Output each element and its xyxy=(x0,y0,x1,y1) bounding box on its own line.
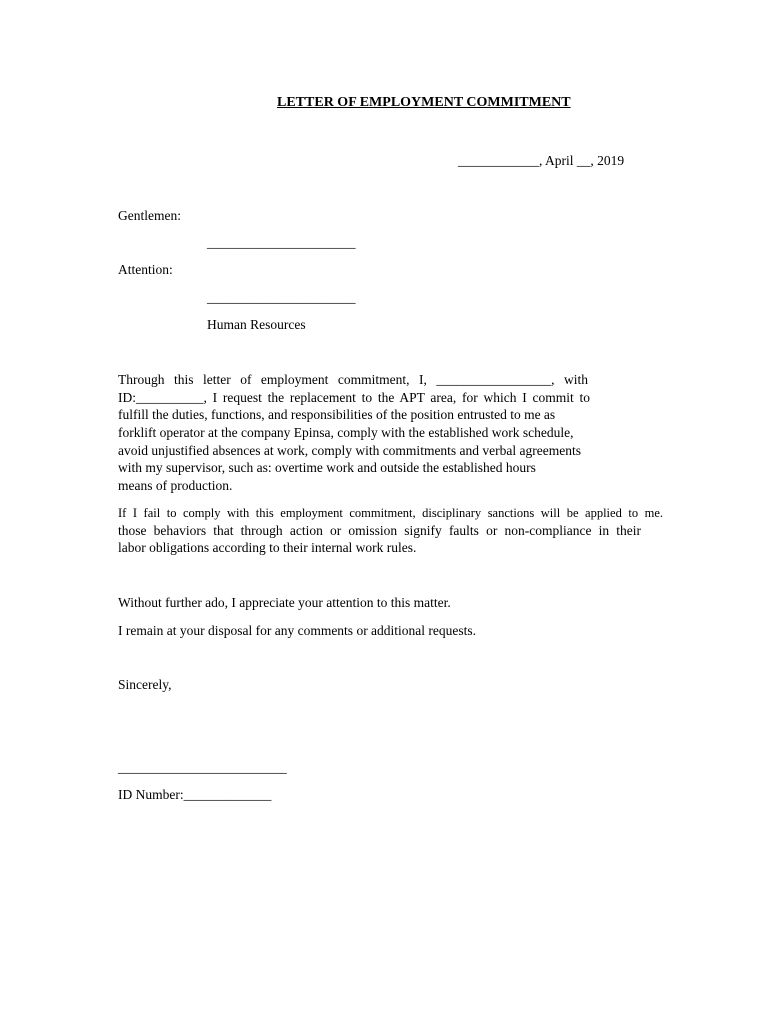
closing-disposal: I remain at your disposal for any comments or additional requests. xyxy=(118,623,477,638)
signature-line: _________________________ xyxy=(118,760,287,775)
letter-title: LETTER OF EMPLOYMENT COMMITMENT xyxy=(277,95,571,110)
paragraph-2-line: labor obligations according to their internal work rules. xyxy=(118,540,417,555)
paragraph-1-line: with my supervisor, such as: overtime work and outside the established hours xyxy=(118,460,536,475)
closing-thanks: Without further ado, I appreciate your attention to this matter. xyxy=(118,595,451,610)
department-name: Human Resources xyxy=(207,317,306,332)
paragraph-2-line: those behaviors that through action or omission signify faults or non-compliance in their xyxy=(118,523,641,538)
paragraph-1-line: ID:__________, I request the replacement to the APT area, for which I commit to xyxy=(118,390,590,405)
paragraph-1-line: fulfill the duties, functions, and responsibilities of the position entrusted to me as xyxy=(118,407,556,422)
attention-blank-line: ______________________ xyxy=(207,290,356,305)
id-number-field: ID Number:_____________ xyxy=(118,787,272,802)
paragraph-1-line: avoid unjustified absences at work, comply with commitments and verbal agreements xyxy=(118,443,582,458)
recipient-blank-line: ______________________ xyxy=(207,235,356,250)
paragraph-2-line: If I fail to comply with this employment commitment, disciplinary sanctions will be applied to me. xyxy=(118,506,663,520)
date-line: ____________, April __, 2019 xyxy=(458,153,625,168)
paragraph-1-line: Through this letter of employment commitment, I, _________________, with xyxy=(118,372,588,387)
sign-off: Sincerely, xyxy=(118,677,172,692)
salutation: Gentlemen: xyxy=(118,208,181,223)
attention-label: Attention: xyxy=(118,262,173,277)
paragraph-1-line: means of production. xyxy=(118,478,233,493)
paragraph-1-line: forklift operator at the company Epinsa, comply with the established work schedule, xyxy=(118,425,574,440)
